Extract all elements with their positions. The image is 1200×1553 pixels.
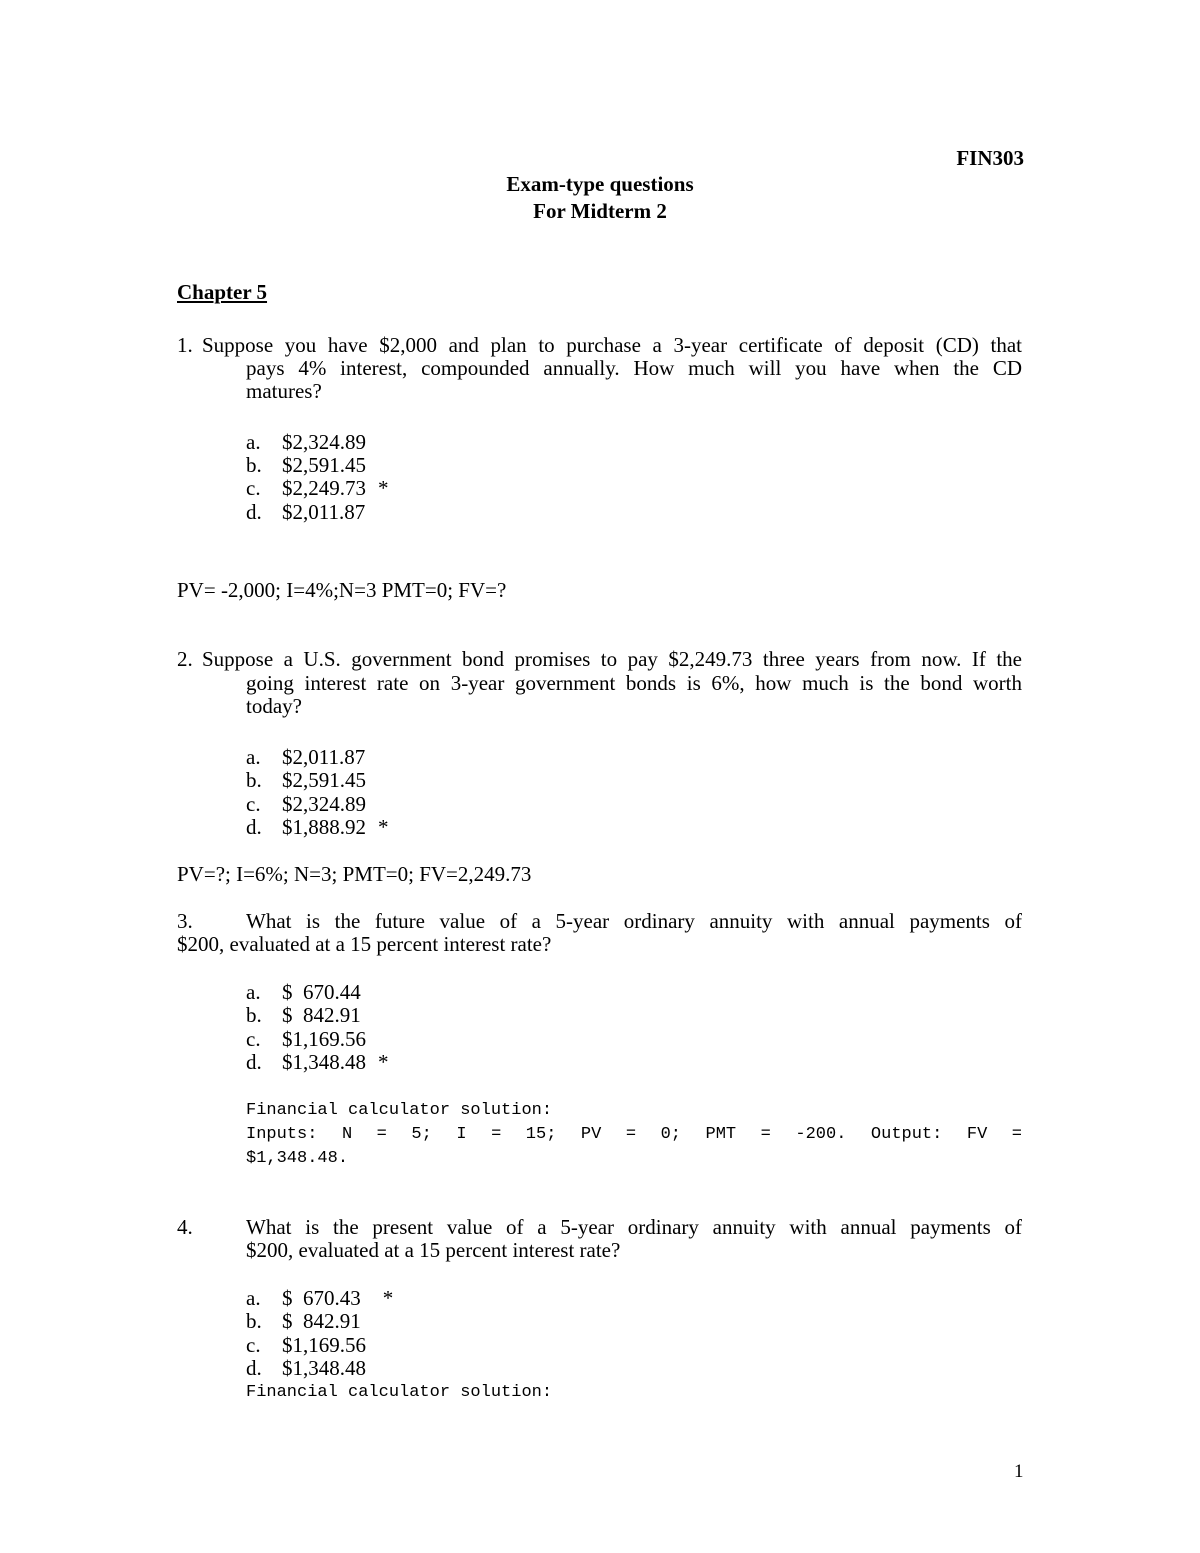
q2-option-c: c. $2,324.89 <box>246 792 366 816</box>
question-1-line-1: Suppose you have $2,000 and plan to purchase a 3-year certificate of deposit (CD) that <box>202 333 1022 357</box>
question-4-number: 4. <box>177 1215 193 1239</box>
page-number: 1 <box>1014 1461 1024 1482</box>
question-2-line-3: today? <box>246 694 302 718</box>
q1-solution: PV= -2,000; I=4%;N=3 PMT=0; FV=? <box>177 578 507 602</box>
answer-mark: * <box>378 1050 389 1074</box>
q3-calc-inputs: Inputs: N = 5; I = 15; PV = 0; PMT = -200. Output: FV = <box>246 1125 1022 1144</box>
q2-option-a: a. $2,011.87 <box>246 745 366 769</box>
question-4-line-2: $200, evaluated at a 15 percent interest rate? <box>246 1238 621 1262</box>
answer-mark: * <box>382 1286 394 1310</box>
q1-option-c: c. $2,249.73 * <box>246 476 389 500</box>
q4-calc-heading: Financial calculator solution: <box>246 1383 553 1402</box>
course-code: FIN303 <box>956 146 1024 170</box>
question-2-number: 2. <box>177 647 193 671</box>
question-2-line-2: going interest rate on 3-year government bonds is 6%, how much is the bond worth <box>246 671 1022 695</box>
question-3-number: 3. <box>177 909 193 933</box>
q3-option-d: d. $1,348.48 * <box>246 1050 389 1074</box>
question-2-line-1: Suppose a U.S. government bond promises to pay $2,249.73 three years from now. If the <box>202 647 1022 671</box>
answer-mark: * <box>378 815 389 839</box>
q3-calc-heading: Financial calculator solution: <box>246 1101 553 1120</box>
document-subtitle: For Midterm 2 <box>533 199 667 223</box>
q2-option-d: d. $1,888.92 * <box>246 815 389 839</box>
q4-option-c: c. $1,169.56 <box>246 1333 366 1357</box>
q3-option-c: c. $1,169.56 <box>246 1027 366 1051</box>
q3-option-a: a. $ 670.44 <box>246 980 361 1004</box>
q3-calc-output: $1,348.48. <box>246 1149 349 1168</box>
question-3-line-2: $200, evaluated at a 15 percent interest rate? <box>177 932 552 956</box>
answer-mark: * <box>378 476 389 500</box>
question-1-number: 1. <box>177 333 193 357</box>
question-1-line-3: matures? <box>246 379 322 403</box>
q3-option-b: b. $ 842.91 <box>246 1003 361 1027</box>
q1-option-a: a. $2,324.89 <box>246 430 366 454</box>
document-title: Exam-type questions <box>506 172 694 196</box>
q2-option-b: b. $2,591.45 <box>246 768 366 792</box>
question-3-line-1: What is the future value of a 5-year ordinary annuity with annual payments of <box>246 909 1022 933</box>
q1-option-b: b. $2,591.45 <box>246 453 366 477</box>
q4-option-d: d. $1,348.48 <box>246 1356 366 1380</box>
q4-option-b: b. $ 842.91 <box>246 1309 361 1333</box>
q1-option-d: d. $2,011.87 <box>246 500 366 524</box>
chapter-heading: Chapter 5 <box>177 280 268 304</box>
question-4-line-1: What is the present value of a 5-year ordinary annuity with annual payments of <box>246 1215 1022 1239</box>
question-1-line-2: pays 4% interest, compounded annually. How much will you have when the CD <box>246 356 1022 380</box>
q4-option-a: a. $ 670.43 * <box>246 1286 394 1310</box>
q2-solution: PV=?; I=6%; N=3; PMT=0; FV=2,249.73 <box>177 862 532 886</box>
